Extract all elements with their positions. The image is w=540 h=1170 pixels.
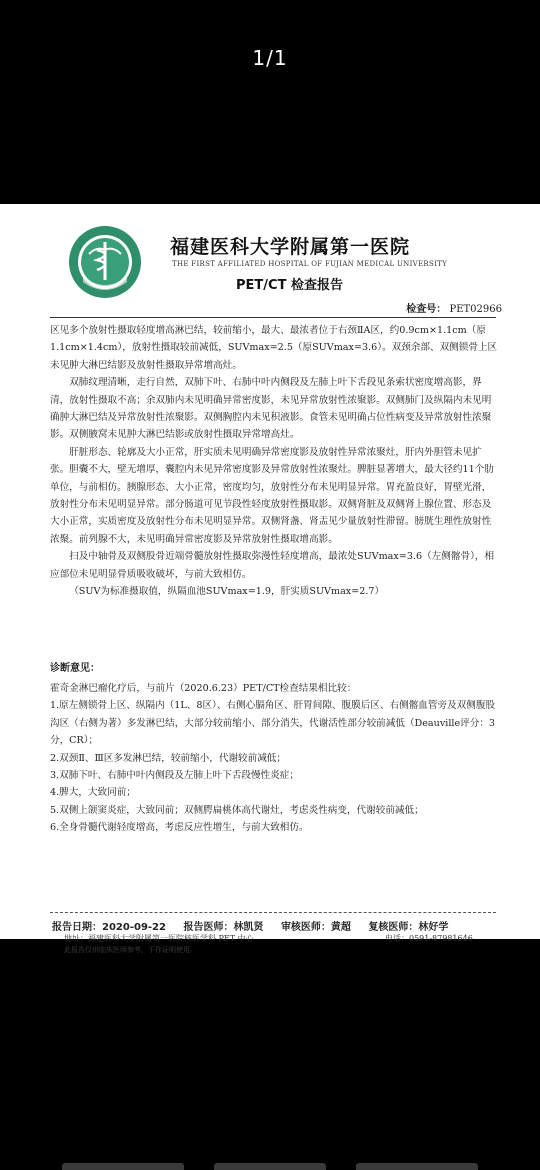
diagnosis-item: 3.双肺下叶、右肺中叶内侧段及左肺上叶下舌段慢性炎症； bbox=[50, 770, 299, 782]
diagnosis-intro: 霍奇金淋巴瘤化疗后，与前片（2020.6.23）PET/CT检查结果相比较： bbox=[50, 683, 357, 694]
hospital-name-cn: 福建医科大学附属第一医院 bbox=[170, 236, 411, 258]
report-disclaimer: 此报告仅供临床医师参考，不作证明使用。 bbox=[64, 946, 197, 954]
findings-paragraph: 肝脏形态、轮廓及大小正常，肝实质未见明确异常密度影及放射性异常浓聚灶，肝内外胆管未见扩张。胆囊不大，壁无增厚，囊腔内未见异常密度影及异常放射性浓聚灶。脾脏显著增大，最大径约11个肋单位，与前相仿。胰腺形态、大小正常，密度均匀，放射性分布未见明显异常。胃充盈良好，胃壁光滑，放射性分布未见明显异常。部分肠道可见节段性轻度放射性摄取影。双侧肾脏及双侧肾上腺位置、形态及大小正常，实质密度及放射性分布未见明显异常。双侧肾盏、肾盂见少量放射性滞留。膀胱生理性放射性浓聚。前列腺不大，未见明确异常密度影及异常放射性摄取增高影。 bbox=[50, 446, 494, 545]
footer-divider bbox=[50, 912, 496, 913]
check-number-label: 检查号： bbox=[406, 304, 447, 315]
check-number-value: PET02966 bbox=[449, 304, 502, 315]
report-title: PET/CT 检查报告 bbox=[236, 278, 343, 293]
report-date: 报告日期：2020-09-22 bbox=[52, 922, 166, 933]
hospital-address: 地址：福建医科大学附属第一医院核医学科 PET 中心 bbox=[64, 934, 254, 943]
findings-paragraph: 双肺纹理清晰，走行自然，双肺下叶、右肺中叶内侧段及左肺上叶下舌段见条索状密度增高影，界清，放射性摄取不高；余双肺内未见明确异常密度影，未见异常放射性浓聚影。双侧肺门及纵隔内未见明确肿大淋巴结及异常放射性浓聚影。双侧胸腔内未见积液影。食管未见明确占位性病变及异常放射性浓聚影。双侧腋窝未见肿大淋巴结影或放射性摄取异常增高灶。 bbox=[50, 377, 492, 441]
diagnosis-heading: 诊断意见： bbox=[50, 663, 100, 674]
report-signatures bbox=[52, 918, 462, 933]
diagnosis-item: 1.原左侧锁骨上区、纵隔内（1L、8区）、右侧心膈角区、肝胃间隙、腹膜后区、右侧髂血管旁及双侧腹股沟区（右侧为著）多发淋巴结，大部分较前缩小、部分消失，代谢活性部分较前减低（Deauville评分：3分，CR）； bbox=[50, 700, 496, 747]
toolbar-tab[interactable] bbox=[356, 1163, 478, 1170]
hospital-name-en: THE FIRST AFFILIATED HOSPITAL OF FUJIAN MEDICAL UNIVERSITY bbox=[172, 260, 448, 268]
report-page bbox=[0, 204, 540, 954]
page-counter: 1/1 bbox=[252, 46, 288, 70]
diagnosis-section bbox=[50, 680, 498, 837]
findings-paragraph: （SUV为标准摄取值，纵隔血池SUVmax=1.9，肝实质SUVmax=2.7） bbox=[69, 586, 385, 598]
diagnosis-item: 5.双侧上颌窦炎症，大致同前；双侧腭扁桃体高代谢灶，考虑炎性病变，代谢较前减低； bbox=[50, 804, 424, 816]
hospital-phone: 电话：0591-87981646 bbox=[385, 934, 473, 943]
toolbar-tab[interactable] bbox=[214, 1163, 326, 1170]
header-divider bbox=[50, 317, 496, 318]
reporting-physician: 报告医师：林凯贤 bbox=[183, 922, 264, 933]
findings-paragraph: 区见多个放射性摄取轻度增高淋巴结，较前缩小，最大、最浓者位于右颈ⅡA区，约0.9cm×1.1cm（原1.1cm×1.4cm），放射性摄取较前减低，SUVmax=2.5（原SUVmax=3.6）。双颈余部、双侧锁骨上区未见肿大淋巴结影及放射性摄取异常增高灶。 bbox=[50, 325, 498, 371]
findings-section bbox=[50, 322, 498, 601]
bottom-toolbar bbox=[0, 1163, 540, 1170]
findings-paragraph: 扫及中轴骨及双侧股骨近端骨髓放射性摄取弥漫性轻度增高，最浓处SUVmax=3.6（左侧髂骨），相应部位未见明显骨质吸收破坏，与前大致相仿。 bbox=[50, 551, 495, 580]
reviewing-physician: 审核医师：黄超 bbox=[280, 922, 351, 933]
check-number bbox=[406, 300, 502, 315]
rechecking-physician: 复核医师：林好学 bbox=[368, 922, 449, 933]
diagnosis-item: 4.脾大，大致同前； bbox=[50, 787, 136, 799]
hospital-logo bbox=[67, 224, 143, 300]
toolbar-tab[interactable] bbox=[62, 1163, 184, 1170]
diagnosis-item: 2.双颈Ⅱ、Ⅲ区多发淋巴结，较前缩小，代谢较前减低； bbox=[50, 752, 286, 764]
diagnosis-item: 6.全身骨髓代谢轻度增高，考虑反应性增生，与前大致相仿。 bbox=[50, 822, 309, 834]
